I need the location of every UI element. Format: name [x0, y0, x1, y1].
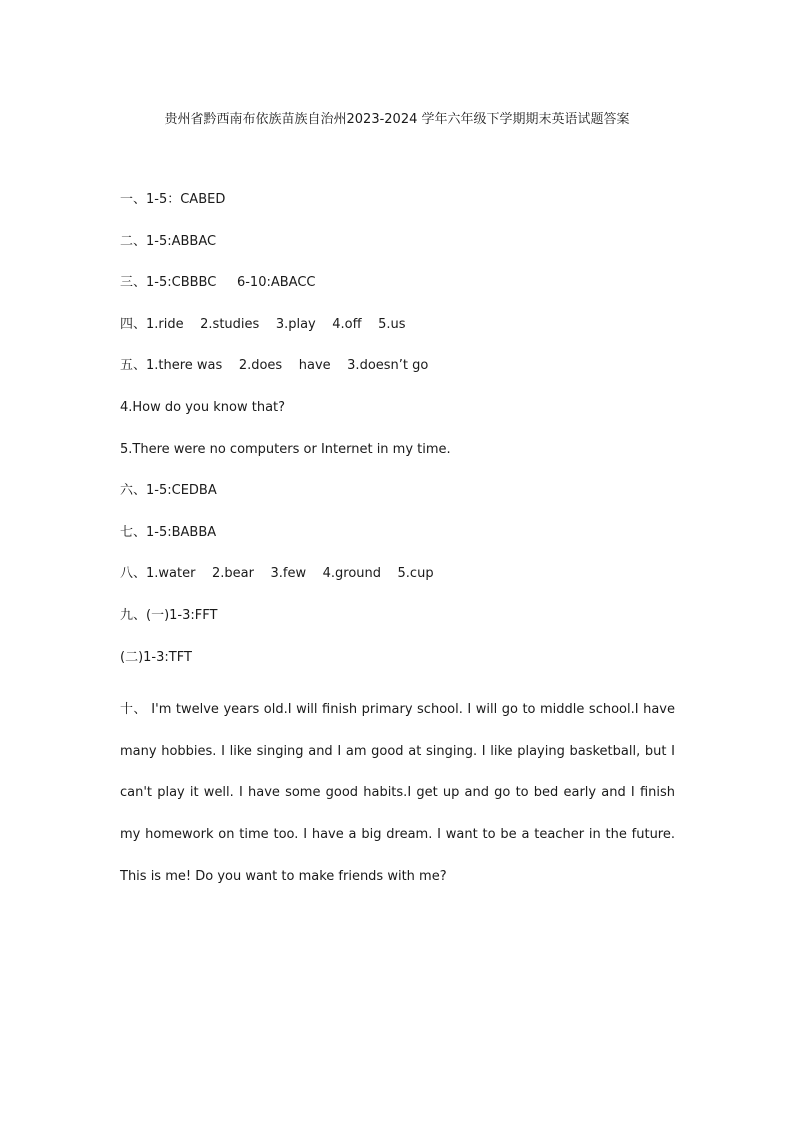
answer-line-5: 五、1.there was 2.does have 3.doesn’t go — [120, 358, 429, 374]
answer-line-8: 六、1-5:CEDBA — [120, 483, 217, 499]
answer-line-4: 四、1.ride 2.studies 3.play 4.off 5.us — [120, 316, 406, 332]
answer-line-7: 5.There were no computers or Internet in my time. — [120, 441, 451, 457]
answer-list — [120, 190, 676, 897]
essay-paragraph: 十、 I'm twelve years old.I will finish primary school. I will go to middle school.I have many hobbies. I like singing and I am good at singing. I like playing basketball, but I can't play it well. I have some good habits.I get up and go to bed early and I finish my homework on time too. I have a big dream. I want to be a teacher in the future. This is me! Do you want to make friends with me? — [120, 702, 675, 884]
answer-line-1: 一、1-5：CABED — [120, 192, 226, 207]
answer-line-12: (二)1-3:TFT — [120, 649, 192, 665]
answer-line-10: 八、1.water 2.bear 3.few 4.ground 5.cup — [120, 566, 434, 582]
answer-line-6: 4.How do you know that? — [120, 399, 286, 415]
answer-line-9: 七、1-5:BABBA — [120, 524, 217, 540]
document-title: 贵州省黔西南布依族苗族自治州2023-2024 学年六年级下学期期末英语试题答案 — [164, 112, 630, 127]
answer-line-3: 三、1-5:CBBBC 6-10:ABACC — [120, 275, 316, 291]
answer-line-11: 九、(一)1-3:FFT — [120, 607, 218, 623]
answer-line-2: 二、1-5:ABBAC — [120, 233, 217, 249]
